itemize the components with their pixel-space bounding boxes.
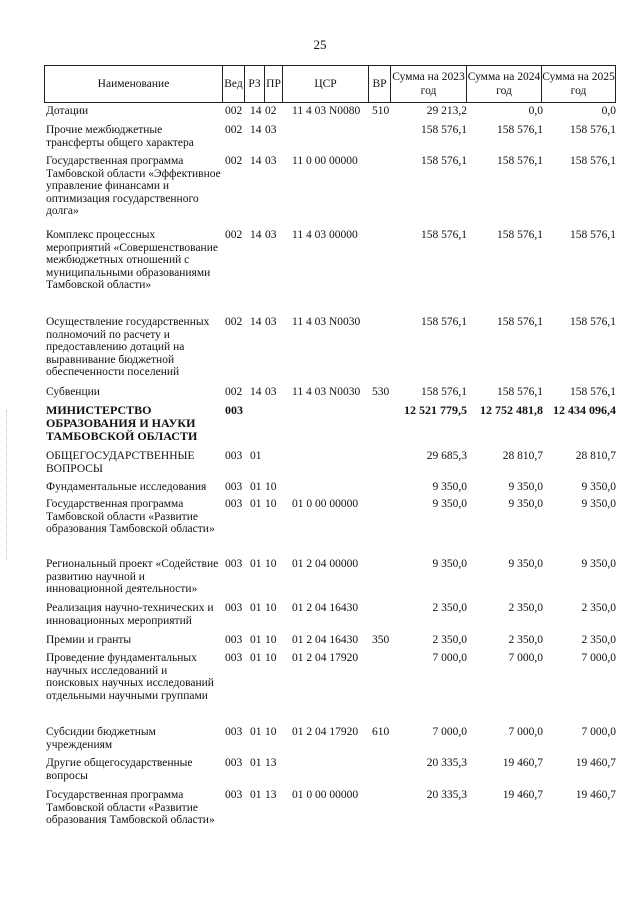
row-sum-2023: 158 576,1 <box>421 229 467 241</box>
row-rz: 14 <box>250 155 262 167</box>
row-rz: 14 <box>250 316 262 328</box>
row-pr: 10 <box>265 726 277 738</box>
row-csr: 01 2 04 16430 <box>292 602 359 614</box>
row-sum-2023: 9 350,0 <box>432 558 467 570</box>
row-csr: 01 2 04 17920 <box>292 726 359 738</box>
row-sum-2023: 9 350,0 <box>432 498 467 510</box>
row-csr: 11 4 03 N0030 <box>292 316 361 328</box>
row-ved: 003 <box>225 481 243 493</box>
row-vr: 350 <box>372 634 390 646</box>
row-sum-2024: 158 576,1 <box>497 386 543 398</box>
row-name: Региональный проект «Содействие развитию научной и инновационной деятельности» <box>46 558 219 595</box>
row-ved: 003 <box>225 602 243 614</box>
row-name: Субсидии бюджетным учреждениям <box>46 726 156 751</box>
row-ved: 003 <box>225 403 243 417</box>
row-pr: 10 <box>265 481 277 493</box>
row-ved: 003 <box>225 789 243 801</box>
row-sum-2025: 158 576,1 <box>570 316 616 328</box>
row-pr: 10 <box>265 634 277 646</box>
row-sum-2025: 158 576,1 <box>570 155 616 167</box>
row-sum-2025: 9 350,0 <box>581 558 616 570</box>
row-sum-2024: 28 810,7 <box>502 450 543 462</box>
row-sum-2025: 28 810,7 <box>575 450 616 462</box>
row-sum-2025: 19 460,7 <box>575 789 616 801</box>
row-ved: 003 <box>225 652 243 664</box>
row-name: Осуществление государственных полномочий по расчету и предоставлению дотаций на выравнивание бюджетной обеспеченности поселений <box>46 316 210 378</box>
row-sum-2025: 7 000,0 <box>581 726 616 738</box>
row-name: ОБЩЕГОСУДАРСТВЕННЫЕ ВОПРОСЫ <box>46 450 195 475</box>
row-sum-2023: 158 576,1 <box>421 124 467 136</box>
row-sum-2025: 158 576,1 <box>570 124 616 136</box>
row-csr: 01 2 04 17920 <box>292 652 359 664</box>
row-rz: 01 <box>250 757 262 769</box>
row-ved: 002 <box>225 386 243 398</box>
row-sum-2025: 2 350,0 <box>581 634 616 646</box>
row-pr: 10 <box>265 498 277 510</box>
row-rz: 01 <box>250 558 262 570</box>
row-sum-2024: 9 350,0 <box>508 498 543 510</box>
scan-margin-mark <box>6 410 9 560</box>
header-name: Наименование <box>44 66 222 102</box>
header-sum-2025: Сумма на 2025 год <box>541 66 616 102</box>
row-csr: 01 0 00 00000 <box>292 789 359 801</box>
row-sum-2024: 19 460,7 <box>502 757 543 769</box>
row-pr: 13 <box>265 789 277 801</box>
row-rz: 01 <box>250 602 262 614</box>
row-sum-2023: 2 350,0 <box>432 634 467 646</box>
row-pr: 10 <box>265 652 277 664</box>
row-sum-2024: 7 000,0 <box>508 652 543 664</box>
row-vr: 530 <box>372 386 390 398</box>
row-sum-2023: 20 335,3 <box>426 757 467 769</box>
row-sum-2024: 158 576,1 <box>497 229 543 241</box>
row-sum-2024: 19 460,7 <box>502 789 543 801</box>
row-sum-2024: 0,0 <box>528 105 543 117</box>
row-ved: 003 <box>225 634 243 646</box>
header-sum-2023: Сумма на 2023 год <box>390 66 466 102</box>
row-sum-2023: 7 000,0 <box>432 652 467 664</box>
row-name: Дотации <box>46 105 89 117</box>
row-rz: 01 <box>250 726 262 738</box>
row-rz: 14 <box>250 229 262 241</box>
row-sum-2023: 29 685,3 <box>426 450 467 462</box>
row-sum-2023: 158 576,1 <box>421 316 467 328</box>
header-pr: ПР <box>264 66 282 102</box>
row-name: Комплекс процессных мероприятий «Совершенствование межбюджетных отношений с муниципальными образованиями Тамбовской области» <box>46 229 218 291</box>
row-ved: 002 <box>225 105 243 117</box>
row-pr: 10 <box>265 602 277 614</box>
row-name: Субвенции <box>46 386 100 398</box>
row-name: Государственная программа Тамбовской области «Развитие образования Тамбовской области» <box>46 789 215 826</box>
row-name: Другие общегосударственные вопросы <box>46 757 193 782</box>
row-sum-2023: 12 521 779,5 <box>404 403 467 417</box>
row-sum-2024: 158 576,1 <box>497 316 543 328</box>
row-sum-2025: 7 000,0 <box>581 652 616 664</box>
row-csr: 11 4 03 N0080 <box>292 105 361 117</box>
row-name: Премии и гранты <box>46 634 132 646</box>
row-sum-2023: 158 576,1 <box>421 155 467 167</box>
row-csr: 01 2 04 00000 <box>292 558 359 570</box>
header-ved: Вед <box>222 66 244 102</box>
row-sum-2023: 158 576,1 <box>421 386 467 398</box>
row-rz: 01 <box>250 450 262 462</box>
row-rz: 01 <box>250 498 262 510</box>
row-sum-2025: 9 350,0 <box>581 481 616 493</box>
row-sum-2024: 12 752 481,8 <box>480 403 543 417</box>
row-ved: 003 <box>225 498 243 510</box>
row-rz: 01 <box>250 652 262 664</box>
row-rz: 14 <box>250 386 262 398</box>
row-rz: 14 <box>250 124 262 136</box>
row-vr: 610 <box>372 726 390 738</box>
row-pr: 03 <box>265 229 277 241</box>
row-rz: 01 <box>250 789 262 801</box>
row-pr: 03 <box>265 386 277 398</box>
row-sum-2024: 9 350,0 <box>508 481 543 493</box>
table-header <box>44 65 616 103</box>
row-name: Фундаментальные исследования <box>46 481 207 493</box>
row-sum-2025: 2 350,0 <box>581 602 616 614</box>
row-rz: 14 <box>250 105 262 117</box>
row-sum-2025: 0,0 <box>601 105 616 117</box>
row-sum-2024: 9 350,0 <box>508 558 543 570</box>
row-sum-2024: 2 350,0 <box>508 602 543 614</box>
row-sum-2023: 7 000,0 <box>432 726 467 738</box>
row-csr: 11 4 03 00000 <box>292 229 358 241</box>
row-sum-2024: 7 000,0 <box>508 726 543 738</box>
row-ved: 002 <box>225 316 243 328</box>
row-pr: 13 <box>265 757 277 769</box>
row-vr: 510 <box>372 105 390 117</box>
row-sum-2023: 29 213,2 <box>426 105 467 117</box>
row-pr: 03 <box>265 124 277 136</box>
row-ved: 002 <box>225 124 243 136</box>
header-rz: РЗ <box>244 66 264 102</box>
row-csr: 01 0 00 00000 <box>292 498 359 510</box>
header-csr: ЦСР <box>282 66 368 102</box>
row-sum-2025: 158 576,1 <box>570 229 616 241</box>
row-name: Прочие межбюджетные трансферты общего характера <box>46 124 194 149</box>
row-sum-2024: 2 350,0 <box>508 634 543 646</box>
row-rz: 01 <box>250 634 262 646</box>
row-name: Реализация научно-технических и инновационных мероприятий <box>46 602 214 627</box>
row-sum-2025: 12 434 096,4 <box>553 403 616 417</box>
row-name: Проведение фундаментальных научных исследований и поисковых научных исследований отдельными научными группами <box>46 652 214 702</box>
row-sum-2025: 158 576,1 <box>570 386 616 398</box>
row-csr: 11 0 00 00000 <box>292 155 358 167</box>
header-sum-2024: Сумма на 2024 год <box>466 66 541 102</box>
row-ved: 003 <box>225 726 243 738</box>
row-sum-2025: 9 350,0 <box>581 498 616 510</box>
row-sum-2023: 2 350,0 <box>432 602 467 614</box>
row-csr: 11 4 03 N0030 <box>292 386 361 398</box>
row-sum-2023: 9 350,0 <box>432 481 467 493</box>
row-sum-2024: 158 576,1 <box>497 155 543 167</box>
page-number: 25 <box>313 37 327 52</box>
row-pr: 03 <box>265 155 277 167</box>
row-ved: 002 <box>225 155 243 167</box>
row-pr: 10 <box>265 558 277 570</box>
row-sum-2023: 20 335,3 <box>426 789 467 801</box>
row-ved: 003 <box>225 558 243 570</box>
row-ved: 003 <box>225 450 243 462</box>
row-ved: 002 <box>225 229 243 241</box>
row-sum-2025: 19 460,7 <box>575 757 616 769</box>
header-vr: ВР <box>368 66 390 102</box>
row-name: МИНИСТЕРСТВО ОБРАЗОВАНИЯ И НАУКИ ТАМБОВСКОЙ ОБЛАСТИ <box>46 403 198 443</box>
row-name: Государственная программа Тамбовской области «Развитие образования Тамбовской области» <box>46 498 215 535</box>
row-ved: 003 <box>225 757 243 769</box>
row-rz: 01 <box>250 481 262 493</box>
row-name: Государственная программа Тамбовской области «Эффективное управление финансами и оптимизация государственного долга» <box>46 155 221 217</box>
row-csr: 01 2 04 16430 <box>292 634 359 646</box>
row-pr: 03 <box>265 316 277 328</box>
row-sum-2024: 158 576,1 <box>497 124 543 136</box>
row-pr: 02 <box>265 105 277 117</box>
